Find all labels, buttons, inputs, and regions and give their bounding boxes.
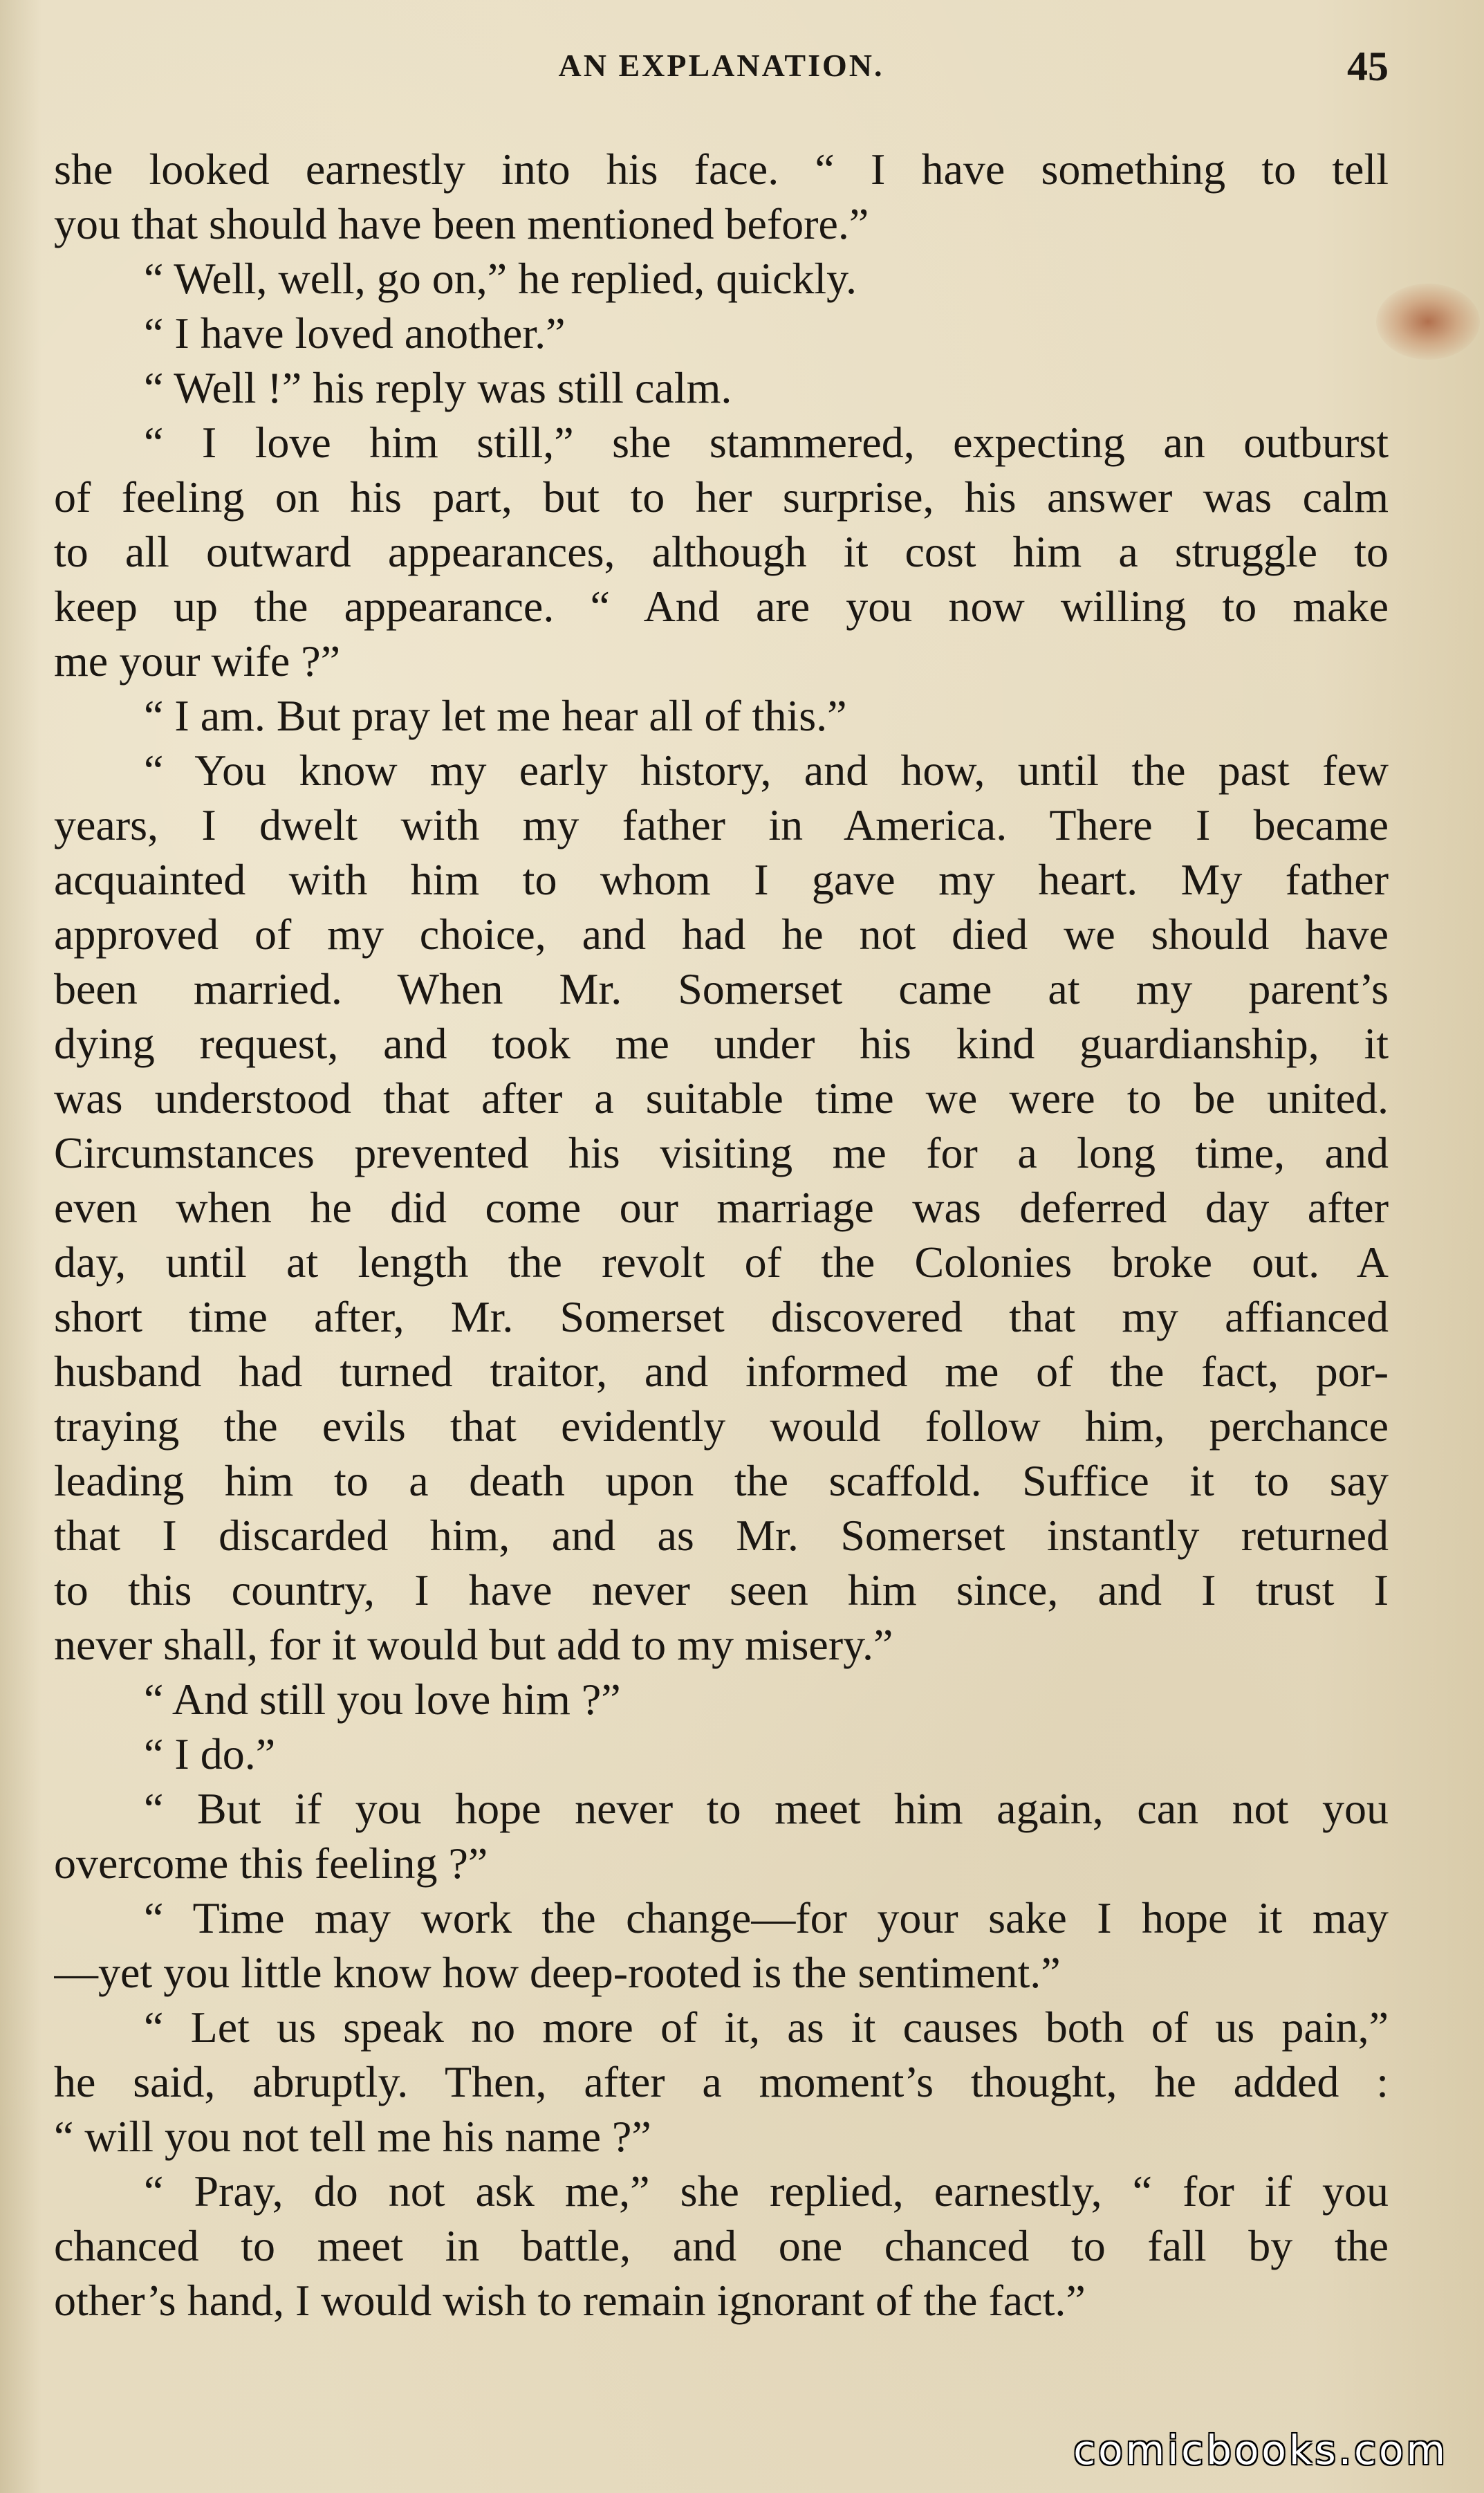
text-line: even when he did come our marriage was deferred day after: [54, 1183, 1389, 1232]
text-line: traying the evils that evidently would follow him, perchance: [54, 1401, 1389, 1451]
text-line: short time after, Mr. Somerset discovered that my affianced: [54, 1292, 1389, 1341]
page-number: 45: [1347, 44, 1389, 89]
body-text: [54, 142, 1389, 2328]
text-line: you that should have been mentioned before.”: [54, 199, 869, 248]
text-line: “ will you not tell me his name ?”: [54, 2112, 651, 2161]
text-line: other’s hand, I would wish to remain ignorant of the fact.”: [54, 2276, 1086, 2325]
text-line: “ Pray, do not ask me,” she replied, earnestly, “ for if you: [144, 2167, 1389, 2216]
text-line: “ Time may work the change—for your sake I hope it may: [144, 1893, 1389, 1942]
text-line: —yet you little know how deep-rooted is the sentiment.”: [54, 1948, 1061, 1997]
text-line: to this country, I have never seen him since, and I trust I: [54, 1565, 1389, 1615]
text-line: of feeling on his part, but to her surprise, his answer was calm: [54, 472, 1389, 522]
text-line: “ Let us speak no more of it, as it causes both of us pain,”: [144, 2003, 1389, 2052]
text-line: been married. When Mr. Somerset came at my parent’s: [54, 964, 1389, 1013]
text-line: chanced to meet in battle, and one chanced to fall by the: [54, 2221, 1389, 2270]
text-line: acquainted with him to whom I gave my heart. My father: [54, 855, 1389, 904]
text-line: years, I dwelt with my father in America. There I became: [54, 800, 1389, 849]
text-line: dying request, and took me under his kind guardianship, it: [54, 1019, 1389, 1068]
paper-stain: [1376, 284, 1480, 360]
text-line: he said, abruptly. Then, after a moment’s thought, he added :: [54, 2057, 1389, 2106]
text-line: day, until at length the revolt of the Colonies broke out. A: [54, 1238, 1389, 1287]
text-line: “ You know my early history, and how, until the past few: [144, 746, 1389, 795]
running-head: AN EXPLANATION.: [558, 48, 884, 83]
text-line: overcome this feeling ?”: [54, 1839, 488, 1888]
text-line: “ I love him still,” she stammered, expecting an outburst: [144, 418, 1389, 467]
page-header: [54, 43, 1389, 91]
text-line: “ And still you love him ?”: [144, 1675, 621, 1724]
text-line: Circumstances prevented his visiting me for a long time, and: [54, 1128, 1389, 1177]
text-line: me your wife ?”: [54, 636, 341, 686]
text-line: “ I do.”: [144, 1729, 276, 1778]
text-line: keep up the appearance. “ And are you now willing to make: [54, 582, 1389, 631]
text-line: to all outward appearances, although it cost him a struggle to: [54, 527, 1389, 576]
text-line: never shall, for it would but add to my misery.”: [54, 1620, 893, 1669]
watermark: comicbooks.com: [1073, 2427, 1448, 2474]
text-line: she looked earnestly into his face. “ I have something to tell: [54, 145, 1389, 194]
text-line: was understood that after a suitable time we were to be united.: [54, 1074, 1389, 1123]
text-line: leading him to a death upon the scaffold. Suffice it to say: [54, 1456, 1389, 1505]
text-line: approved of my choice, and had he not died we should have: [54, 910, 1389, 959]
text-line: “ But if you hope never to meet him again, can not you: [144, 1784, 1389, 1833]
text-line: “ Well !” his reply was still calm.: [144, 363, 732, 412]
text-line: husband had turned traitor, and informed me of the fact, por-: [54, 1347, 1389, 1396]
text-line: “ I am. But pray let me hear all of this.”: [144, 691, 847, 740]
text-line: that I discarded him, and as Mr. Somerset instantly returned: [54, 1511, 1389, 1560]
text-line: “ Well, well, go on,” he replied, quickly.: [144, 254, 857, 303]
text-line: “ I have loved another.”: [144, 309, 566, 358]
